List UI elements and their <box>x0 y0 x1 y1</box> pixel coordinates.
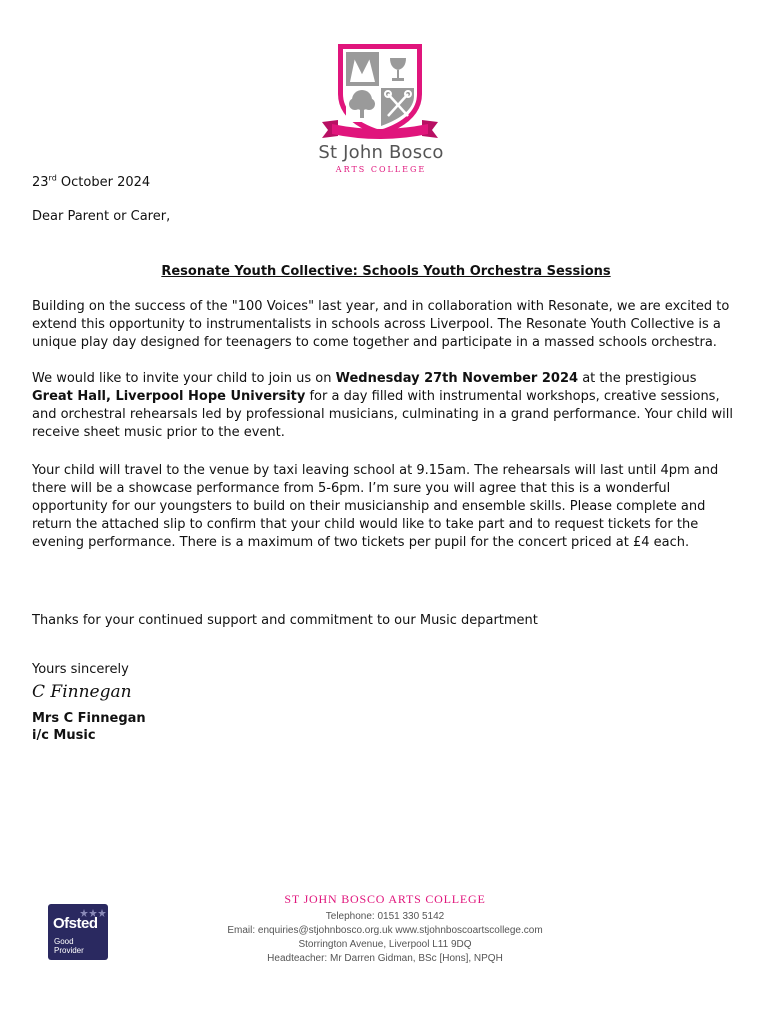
paragraph-intro: Building on the success of the "100 Voices" last year, and in collaboration with Resonate, we are excited to extend this opportunity to instrumentalists in schools across Liverpool. The Resonate Youth Collective is a unique play day designed for teenagers to come together and participate in a massed schools orchestra. <box>32 299 730 350</box>
paragraph-invitation <box>32 370 740 442</box>
thanks-line: Thanks for your continued support and commitment to our Music department <box>32 613 538 628</box>
closing-line: Yours sincerely <box>32 662 129 677</box>
paragraph-logistics: Your child will travel to the venue by taxi leaving school at 9.15am. The rehearsals will last until 4pm and there will be a showcase performance from 5-6pm. I’m sure you will agree that this is a wonderful opportunity for our youngsters to build on their musicianship and ensemble skills. Please complete and return the attached slip to confirm that your child would like to take part and to request tickets for the evening performance. There is a maximum of two tickets per pupil for the concert priced at £4 each. <box>32 463 719 550</box>
footer-address: Storrington Avenue, Liverpool L11 9DQ <box>298 939 472 950</box>
footer-school-name: ST JOHN BOSCO ARTS COLLEGE <box>284 892 486 906</box>
ofsted-rating: Good <box>54 937 74 946</box>
crest-shield-icon <box>300 40 460 140</box>
signer-name: Mrs C Finnegan <box>32 711 146 726</box>
ofsted-title: Ofsted <box>53 915 98 932</box>
event-venue: Great Hall, Liverpool Hope University <box>32 389 306 404</box>
ofsted-rating-label: Provider <box>54 946 84 955</box>
letter-subject: Resonate Youth Collective: Schools Youth Orchestra Sessions <box>161 264 611 279</box>
signer-role: i/c Music <box>32 728 96 743</box>
letter-date <box>32 174 740 192</box>
footer-headteacher: Headteacher: Mr Darren Gidman, BSc [Hons], NPQH <box>267 953 503 964</box>
letter-footer <box>170 892 600 966</box>
invitation-text-b: at the prestigious <box>578 371 697 386</box>
footer-telephone: Telephone: 0151 330 5142 <box>325 911 445 922</box>
event-date: Wednesday 27th November 2024 <box>335 371 579 386</box>
invitation-text-c: for a day filled with instrumental workshops, creative sessions, and orchestral rehearsals led by professional musicians, culminating in a grand performance. Your child will receive sheet music prior to the event. <box>32 389 733 440</box>
salutation: Dear Parent or Carer, <box>32 209 171 224</box>
school-name: St John Bosco <box>318 142 444 163</box>
date-rest: October 2024 <box>56 175 151 190</box>
date-day: 23 <box>32 175 49 190</box>
footer-contact: Email: enquiries@stjohnbosco.org.uk www.stjohnboscoartscollege.com <box>227 925 543 936</box>
invitation-text-a: We would like to invite your child to join us on <box>32 371 336 386</box>
ofsted-badge <box>48 904 108 960</box>
date-suffix: rd <box>48 173 57 183</box>
school-subtitle: ARTS COLLEGE <box>335 165 427 174</box>
handwritten-signature: C Finnegan <box>32 682 132 702</box>
